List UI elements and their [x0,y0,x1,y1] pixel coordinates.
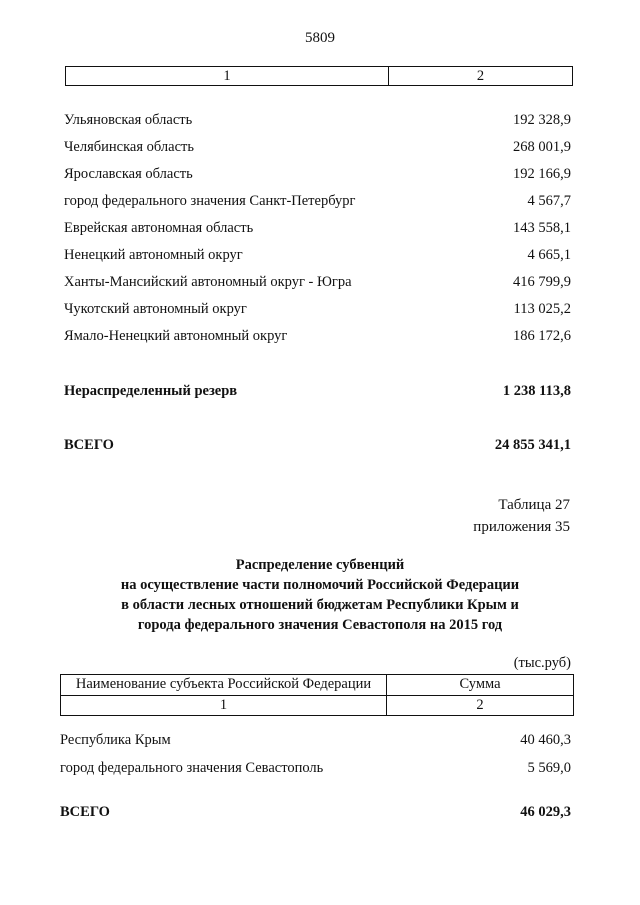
section-title [60,555,580,635]
column-number-1: 1 [219,697,228,713]
column-header-subject: Наименование субъекта Российской Федерации [75,676,372,692]
section-title-line: на осуществление части полномочий Российской Федерации [120,577,520,593]
region-label: Челябинская область [64,139,194,155]
reserve-label: Нераспределенный резерв [64,383,238,399]
region-value: 186 172,6 [513,328,571,344]
total-label: ВСЕГО [60,804,110,820]
subject-label: Республика Крым [60,732,171,748]
table-reference [473,494,570,538]
region-value: 192 166,9 [513,166,571,182]
column-header-sum: Сумма [459,676,501,692]
reserve-value: 1 238 113,8 [502,383,571,399]
subject-value: 40 460,3 [520,732,571,748]
region-label: Ямало-Ненецкий автономный округ [64,328,288,344]
region-label: город федерального значения Санкт-Петербург [64,193,356,209]
total-value: 24 855 341,1 [494,437,571,453]
region-value: 143 558,1 [513,220,571,236]
region-value: 416 799,9 [513,274,571,290]
section-title-line: города федерального значения Севастополя на 2015 год [137,617,503,633]
region-label: Ярославская область [64,166,193,182]
region-value: 113 025,2 [513,301,571,317]
total-value: 46 029,3 [520,804,571,820]
region-label: Чукотский автономный округ [64,301,247,317]
page-number: 5809 [305,30,335,46]
table-reference-line: Таблица 27 [498,497,570,513]
section-title-line: Распределение субвенций [235,557,405,573]
region-value: 192 328,9 [513,112,571,128]
region-value: 268 001,9 [513,139,571,155]
total-label: ВСЕГО [64,437,114,453]
region-label: Ханты-Мансийский автономный округ - Югра [64,274,352,290]
region-value: 4 665,1 [527,247,571,263]
region-label: Ульяновская область [64,112,193,128]
column-number-1: 1 [223,68,231,84]
column-number-2: 2 [476,697,484,713]
table-header [60,674,574,716]
subject-value: 5 569,0 [527,760,571,776]
subject-label: город федерального значения Севастополь [60,760,324,776]
region-label: Ненецкий автономный округ [64,247,243,263]
units-label: (тыс.руб) [513,655,571,671]
column-number-2: 2 [476,68,485,84]
section-title-line: в области лесных отношений бюджетам Республики Крым и [121,597,519,613]
region-label: Еврейская автономная область [64,220,254,236]
column-number-header [65,66,573,86]
table-reference-line: приложения 35 [473,519,570,535]
region-value: 4 567,7 [527,193,571,209]
